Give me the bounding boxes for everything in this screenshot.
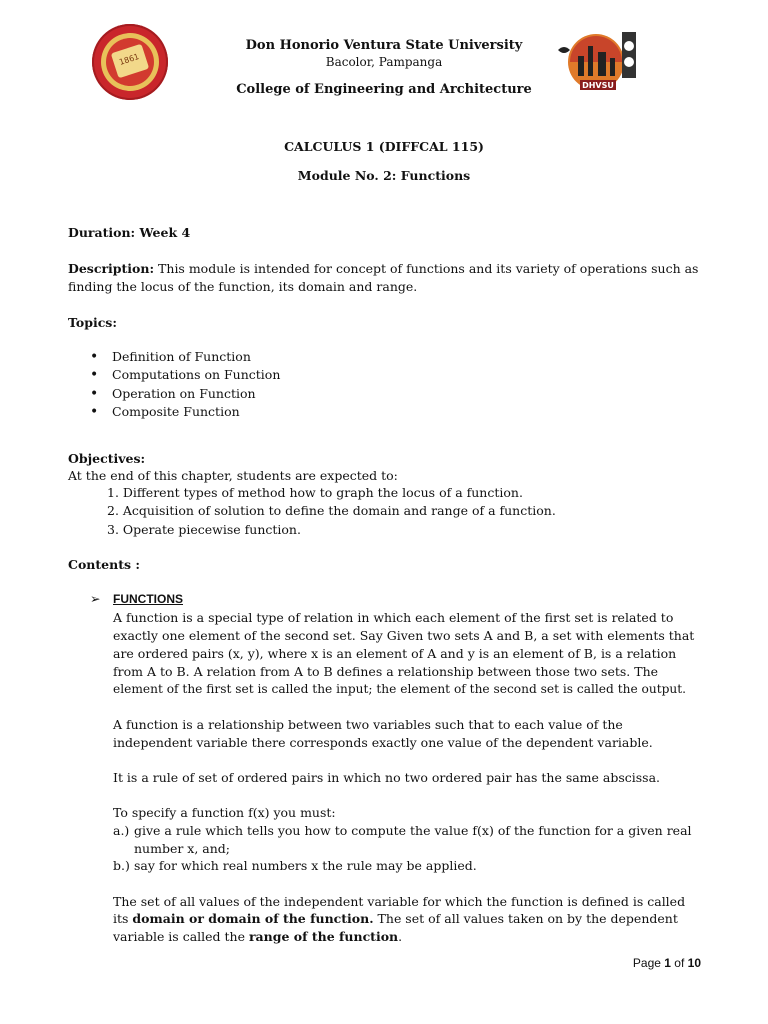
seal-year: 1861: [118, 52, 141, 67]
university-seal-logo: [92, 24, 168, 100]
list-item: 3. Operate piecewise function.: [107, 521, 301, 537]
para4-a-line1: give a rule which tells you how to compute the value f(x) of the function for a given real: [134, 823, 692, 838]
list-item: • Operation on Function: [90, 385, 280, 403]
para5-line2: its domain or domain of the function. The set of all values taken on by the dependent: [113, 911, 678, 926]
para1-line: are ordered pairs (x, y), where x is an element of A and y is an element of B, is a relation: [113, 646, 677, 661]
section-title-functions: FUNCTIONS: [113, 592, 183, 606]
objectives-list: [107, 484, 556, 539]
college-name: College of Engineering and Architecture: [236, 82, 532, 97]
para2-line: independent variable there corresponds exactly one value of the dependent variable.: [113, 735, 653, 750]
college-seal-logo: [556, 28, 644, 98]
para1-line: exactly one element of the second set. Say Given two sets A and B, a set with elements that: [113, 628, 695, 643]
para2-line: A function is a relationship between two variables such that to each value of the: [113, 717, 623, 732]
university-location: Bacolor, Pampanga: [325, 55, 443, 69]
para1-line: element of the first set is called the input; the element of the second set is called the output.: [113, 682, 687, 696]
module-title: Module No. 2: Functions: [297, 168, 471, 183]
list-item: 2. Acquisition of solution to define the domain and range of a function.: [107, 503, 556, 519]
para4-a-marker: a.): [113, 823, 130, 838]
contents-label: Contents :: [68, 557, 140, 572]
description-line-1: Description: This module is intended for concept of functions and its variety of operations such as: [68, 261, 699, 276]
term-domain: domain or domain of the function.: [132, 911, 374, 926]
objectives-intro: At the end of this chapter, students are expected to:: [68, 468, 398, 483]
university-name: Don Honorio Ventura State University: [245, 38, 523, 53]
course-title: CALCULUS 1 (DIFFCAL 115): [284, 139, 484, 154]
objectives-label: Objectives:: [68, 451, 146, 466]
topics-list: [90, 348, 280, 421]
list-item: 1. Different types of method how to graph the locus of a function.: [107, 485, 523, 500]
para4-b-line1: say for which real numbers x the rule may be applied.: [134, 858, 477, 873]
para5-line1: The set of all values of the independent variable for which the function is defined is called: [113, 894, 686, 909]
duration-label: Duration:: [68, 225, 136, 240]
duration: [68, 225, 190, 240]
topics-label: Topics:: [68, 315, 117, 330]
list-item: • Definition of Function: [90, 348, 280, 366]
para4-b-marker: b.): [113, 858, 130, 873]
arrow-bullet-icon: ➢: [90, 591, 101, 606]
para5-line3: variable is called the range of the function.: [113, 929, 403, 944]
duration-value: Week 4: [135, 225, 191, 240]
para4-intro: To specify a function f(x) you must:: [113, 805, 336, 820]
para3: It is a rule of set of ordered pairs in which no two ordered pair has the same abscissa.: [113, 770, 661, 785]
dhvsu-ribbon-text: DHVSU: [582, 81, 614, 90]
para1-line: A function is a special type of relation in which each element of the first set is related to: [113, 610, 674, 625]
term-range: range of the function: [248, 929, 399, 944]
list-item: • Computations on Function: [90, 366, 280, 384]
description-label: Description:: [68, 261, 155, 276]
list-item: • Composite Function: [90, 403, 280, 421]
page-number: Page 1 of 10: [632, 956, 701, 970]
para4-a-line2: number x, and;: [134, 841, 231, 856]
description-line-2: finding the locus of the function, its domain and range.: [68, 279, 418, 294]
para1-line: from A to B. A relation from A to B defines a relationship between those two sets. The: [113, 664, 659, 679]
